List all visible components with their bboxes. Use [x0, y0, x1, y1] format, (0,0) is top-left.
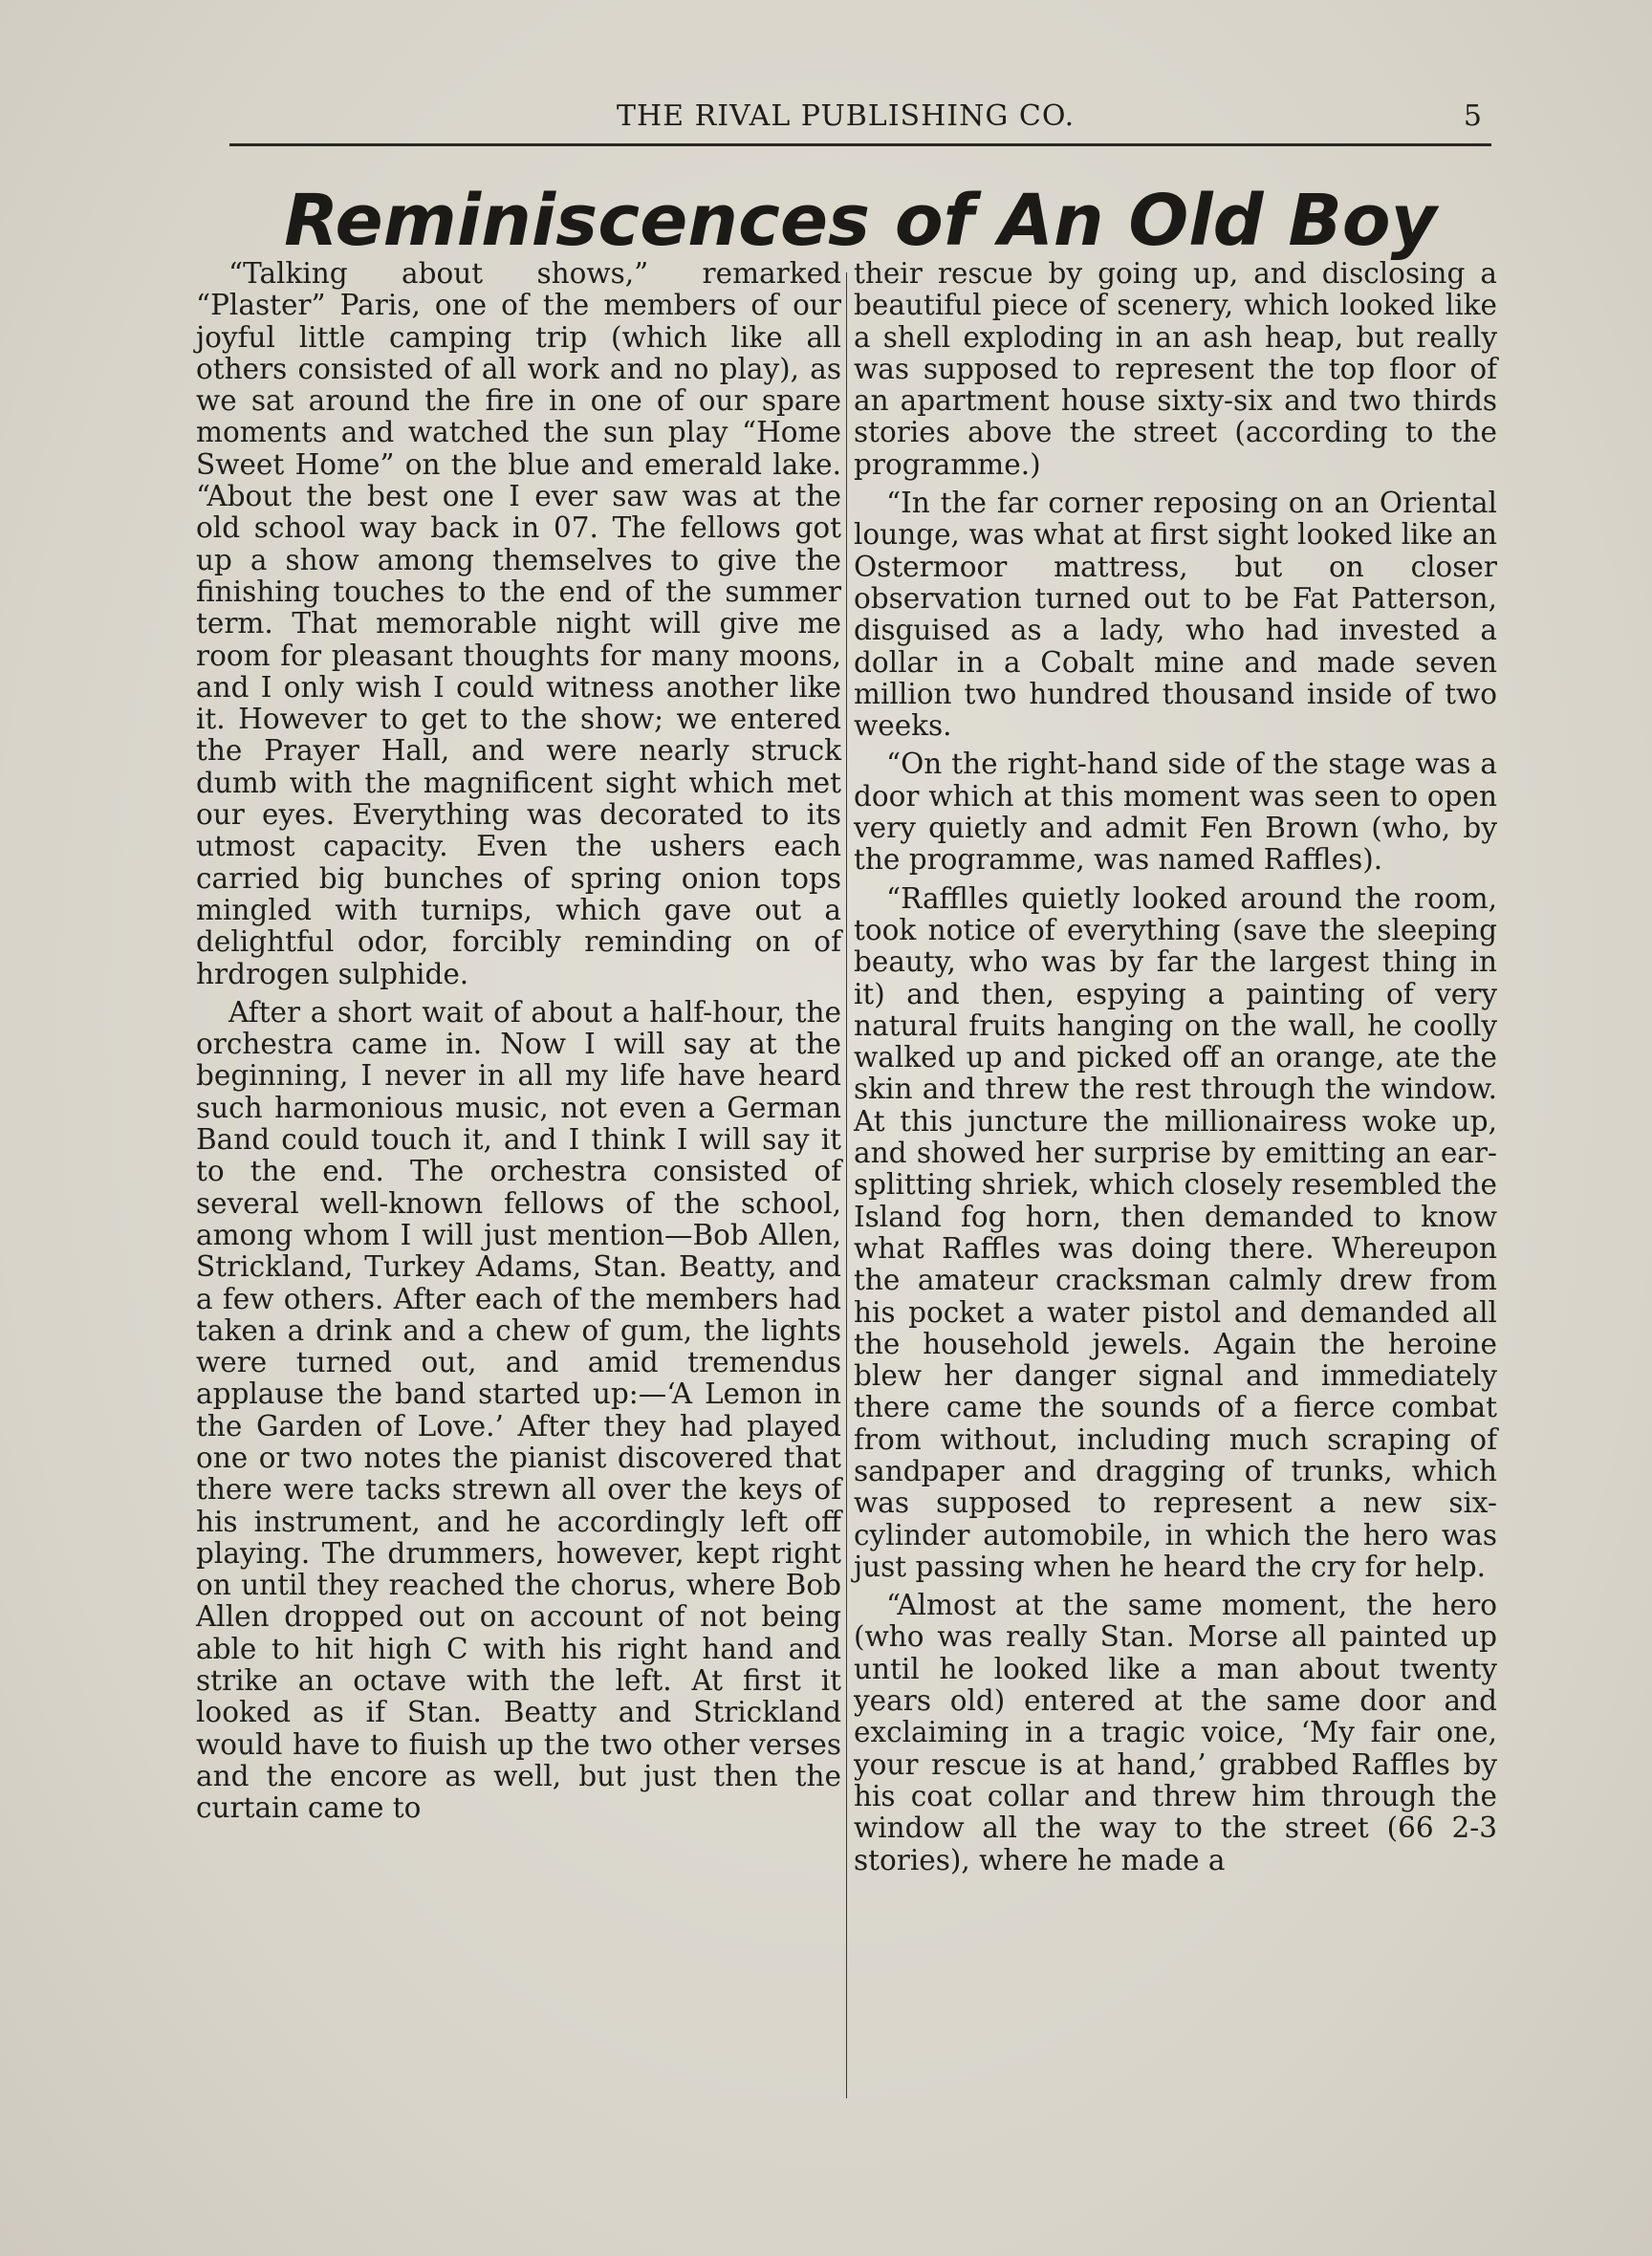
paragraph: “On the right-hand side of the stage was a door which at this moment was seen to open very quietly and admit Fen Brown (who, by the programme, was named Raffles).: [854, 748, 1497, 877]
running-header: [229, 99, 1491, 143]
left-column: [196, 258, 841, 1825]
header-rule: [229, 143, 1491, 146]
article-title: Reminiscences of An Old Boy: [284, 180, 1437, 262]
right-column: [854, 258, 1497, 1876]
paragraph: “Rafflles quietly looked around the room, took notice of everything (save the sleeping beauty, who was by far the largest thing in it) and then, espying a painting of very natural fruits hanging on the wall, he coolly walked up and picked off an orange, ate the skin and threw the rest through the window. At this juncture the millionairess woke up, and showed her surprise by emitting an ear-splitting shriek, which closely resembled the Island fog horn, then demanded to know what Raffles was doing there. Whereupon the amateur cracksman calmly drew from his pocket a water pistol and demanded all the household jewels. Again the heroine blew her danger signal and immediately there came the sounds of a fierce combat from without, including much scraping of sandpaper and dragging of trunks, which was supposed to represent a new six-cylinder automobile, in which the hero was just passing when he heard the cry for help.: [854, 881, 1497, 1583]
paragraph: their rescue by going up, and disclosing a beautiful piece of scenery, which looked like a shell exploding in an ash heap, but really was supposed to represent the top floor of an apartment house sixty-six and two thirds stories above the street (according to the programme.): [854, 257, 1497, 481]
page-number: 5: [1463, 99, 1482, 133]
publication-name: THE RIVAL PUBLISHING CO.: [617, 99, 1076, 133]
paragraph: “Talking about shows,” remarked “Plaster” Paris, one of the members of our joyful little camping trip (which like all others consisted of all work and no play), as we sat around the fire in one of our spare moments and watched the sun play “Home Sweet Home” on the blue and emerald lake. “About the best one I ever saw was at the old school way back in 07. The fellows got up a show among themselves to give the finishing touches to the end of the summer term. That memorable night will give me room for pleasant thoughts for many moons, and I only wish I could witness another like it. However to get to the show; we entered the Prayer Hall, and were nearly struck dumb with the magnificent sight which met our eyes. Everything was decorated to its utmost capacity. Even the ushers each carried big bunches of spring onion tops mingled with turnips, which gave out a delightful odor, forcibly reminding on of hrdrogen sulphide.: [196, 257, 841, 990]
paragraph: After a short wait of about a half-hour, the orchestra came in. Now I will say at the beginning, I never in all my life have heard such harmonious music, not even a German Band could touch it, and I think I will say it to the end. The orchestra consisted of several well-known fellows of the school, among whom I will just mention—Bob Allen, Strickland, Turkey Adams, Stan. Beatty, and a few others. After each of the members had taken a drink and a chew of gum, the lights were turned out, and amid tremendus applause the band started up:—‘A Lemon in the Garden of Love.’ After they had played one or two notes the pianist discovered that there were tacks strewn all over the keys of his instrument, and he accordingly left off playing. The drummers, however, kept right on until they reached the chorus, where Bob Allen dropped out on account of not being able to hit high C with his right hand and strike an octave with the left. At first it looked as if Stan. Beatty and Strickland would have to fiuish up the two other verses and the encore as well, but just then the curtain came to: [196, 995, 841, 1825]
column-divider: [846, 272, 847, 2098]
paragraph: “In the far corner reposing on an Oriental lounge, was what at first sight looked like an Ostermoor mattress, but on closer observation turned out to be Fat Patterson, disguised as a lady, who had invested a dollar in a Cobalt mine and made seven million two hundred thousand inside of two weeks.: [854, 487, 1497, 743]
paragraph: “Almost at the same moment, the hero (who was really Stan. Morse all painted up until he looked like a man about twenty years old) entered at the same door and exclaiming in a tragic voice, ‘My fair one, your rescue is at hand,’ grabbed Raffles by his coat collar and threw him through the window all the way to the street (66 2-3 stories), where he made a: [854, 1589, 1497, 1876]
